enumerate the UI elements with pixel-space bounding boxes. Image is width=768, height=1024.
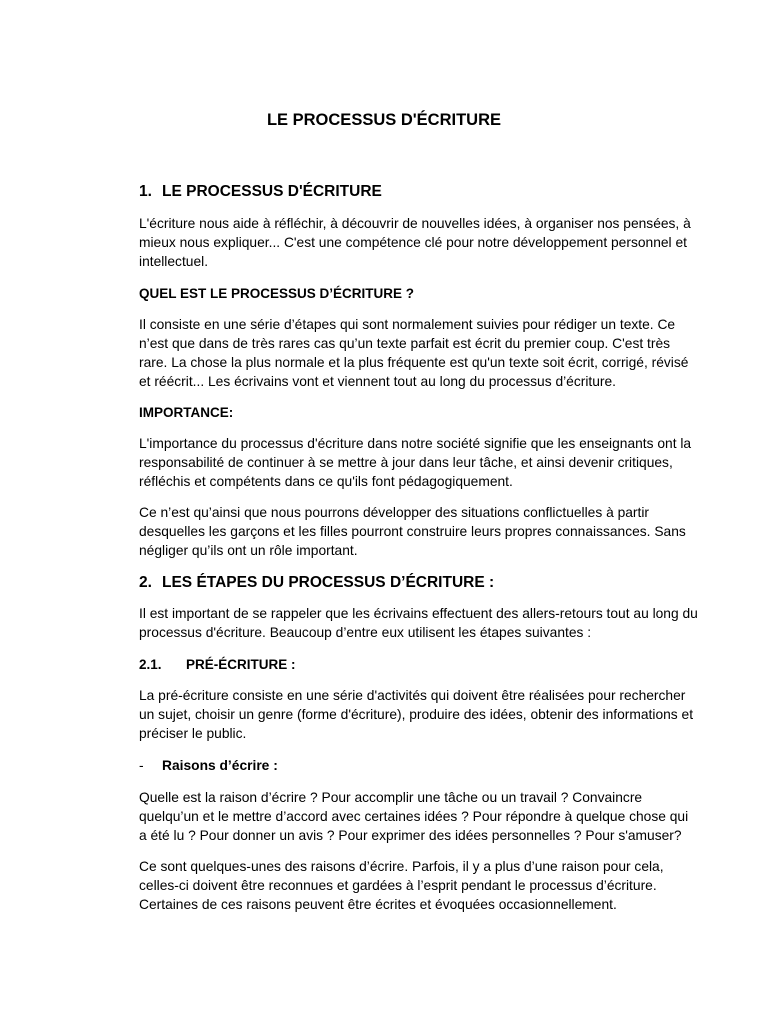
reasons-paragraph-2: Ce sont quelques-unes des raisons d’écrire. Parfois, il y a plus d’une raison pour cela, celles-ci doivent être reconnues et gardées à l’esprit pendant le processus d’écriture. Certaines de ces raisons peuvent être écrites et évoquées occasionnellement. [139,859,664,912]
reasons-bullet [139,756,699,775]
section-1-number: 1. [139,183,152,200]
subsection-2-1-title: PRÉ-ÉCRITURE : [186,657,296,672]
subsection-2-1-number: 2.1. [139,657,162,672]
section-2-heading [139,573,699,593]
section-1-intro: L'écriture nous aide à réfléchir, à découvrir de nouvelles idées, à organiser nos pensées, à mieux nous expliquer... C'est une compétence clé pour notre développement personnel et intellectuel. [139,216,691,269]
importance-heading: IMPORTANCE: [139,405,234,420]
pre-writing-paragraph: La pré-écriture consiste en une série d'activités qui doivent être réalisées pour rechercher un sujet, choisir un genre (forme d'écriture), produire des idées, obtenir des informations et préciser le public. [139,688,694,741]
importance-paragraph-2: Ce n’est qu’ainsi que nous pourrons développer des situations conflictuelles à partir desquelles les garçons et les filles pourront construire leurs propres connaissances. Sans négliger qu’ils ont un rôle important. [139,505,686,558]
bullet-dash: - [139,758,144,773]
reasons-paragraph-1: Quelle est la raison d’écrire ? Pour accomplir une tâche ou un travail ? Convaincre quelqu’un et le mettre d’accord avec certaines idées ? Pour répondre à quelque chose qui a été lu ? Pour donner un avis ? Pour exprimer des idées personnelles ? Pour s'amuser? [139,790,689,843]
section-2-title: LES ÉTAPES DU PROCESSUS D’ÉCRITURE : [162,574,495,591]
section-2-intro: Il est important de se rappeler que les écrivains effectuent des allers-retours tout au long du processus d'écriture. Beaucoup d’entre eux utilisent les étapes suivantes : [139,606,698,640]
section-1-heading [139,182,699,202]
question-heading: QUEL EST LE PROCESSUS D’ÉCRITURE ? [139,286,415,301]
document-title: LE PROCESSUS D'ÉCRITURE [266,111,502,129]
subsection-2-1-heading [139,655,699,674]
reasons-bullet-label: Raisons d’écrire : [162,758,278,773]
section-2-number: 2. [139,574,152,591]
importance-paragraph-1: L'importance du processus d'écriture dans notre société signifie que les enseignants ont la responsabilité de continuer à se mettre à jour dans leur tâche, et ainsi devenir critiques, réfléchis et compétents dans ce qu'ils font pédagogiquement. [139,436,692,489]
question-paragraph: Il consiste en une série d’étapes qui sont normalement suivies pour rédiger un texte. Ce n’est que dans de très rares cas qu’un texte parfait est écrit du premier coup. C'est très rare. La chose la plus normale et la plus fréquente est qu'un texte soit écrit, corrigé, révisé et réécrit... Les écrivains vont et viennent tout au long du processus d’écriture. [139,317,689,389]
section-1-title: LE PROCESSUS D'ÉCRITURE [162,183,382,200]
